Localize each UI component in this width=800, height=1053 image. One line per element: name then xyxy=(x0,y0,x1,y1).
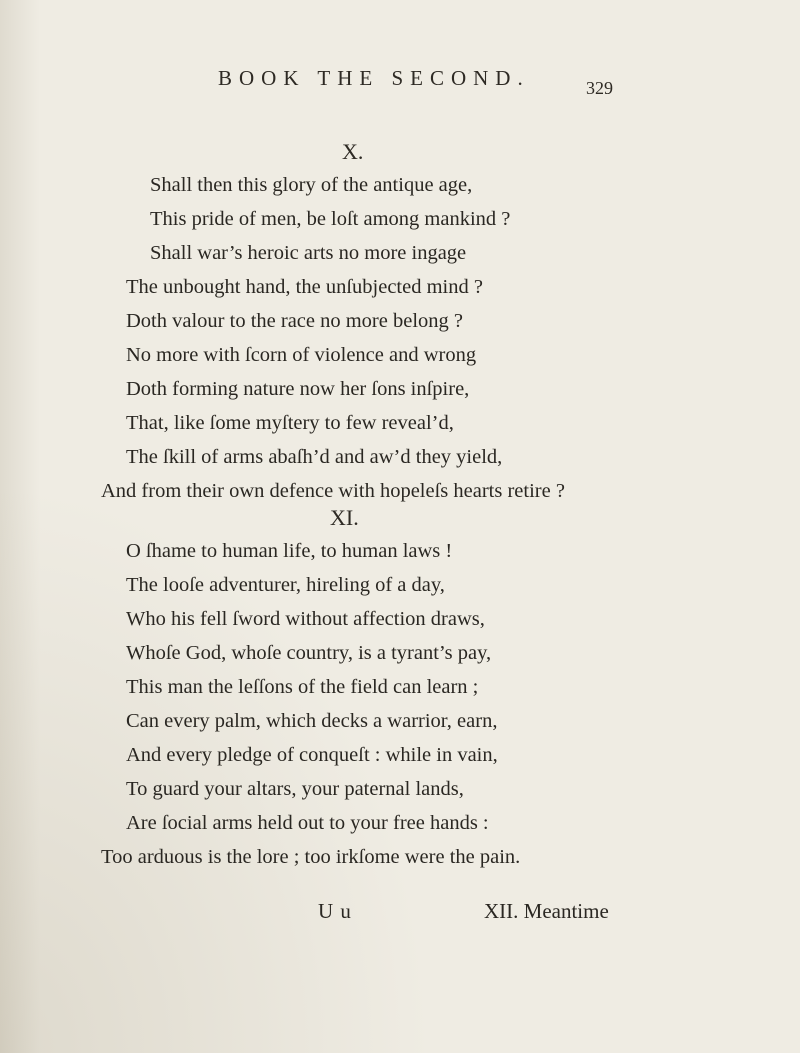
poem-line: The ſkill of arms abaſh’d and aw’d they yield, xyxy=(126,446,503,468)
stanza-number: XI. xyxy=(330,505,359,530)
poem-line: That, like ſome myſtery to few reveal’d, xyxy=(126,412,454,434)
poem-line: To guard your altars, your paternal lands, xyxy=(126,778,464,800)
catchword: XII. Meantime xyxy=(484,899,609,923)
poem-line: Shall then this glory of the antique age, xyxy=(150,174,473,196)
poem-line: This pride of men, be loſt among mankind ? xyxy=(150,208,511,230)
page-number: 329 xyxy=(586,78,613,98)
poem-line: And every pledge of conqueſt : while in vain, xyxy=(126,744,498,766)
signature-mark: U u xyxy=(318,899,352,923)
poem-line: Shall war’s heroic arts no more ingage xyxy=(150,242,467,264)
poem-line: Can every palm, which decks a warrior, earn, xyxy=(126,710,498,732)
stanza-number: X. xyxy=(342,139,364,164)
poem-line: This man the leſſons of the field can learn ; xyxy=(126,676,479,698)
poem-line: And from their own defence with hopeleſs hearts retire ? xyxy=(101,480,565,502)
running-head: BOOK THE SECOND. xyxy=(218,66,530,90)
poem-line: Are ſocial arms held out to your free hands : xyxy=(126,812,489,834)
poem-line: The unbought hand, the unſubjected mind ? xyxy=(126,276,483,298)
poem-line: Doth valour to the race no more belong ? xyxy=(126,310,463,332)
poem-line: Whoſe God, whoſe country, is a tyrant’s pay, xyxy=(126,642,492,664)
poem-line: The looſe adventurer, hireling of a day, xyxy=(126,574,445,596)
poem-line: Who his fell ſword without affection draws, xyxy=(126,608,485,630)
poem-line: O ſhame to human life, to human laws ! xyxy=(126,540,453,562)
poem-line: No more with ſcorn of violence and wrong xyxy=(126,344,477,366)
poem-line: Doth forming nature now her ſons inſpire, xyxy=(126,378,470,400)
poem-line: Too arduous is the lore ; too irkſome were the pain. xyxy=(101,846,521,868)
